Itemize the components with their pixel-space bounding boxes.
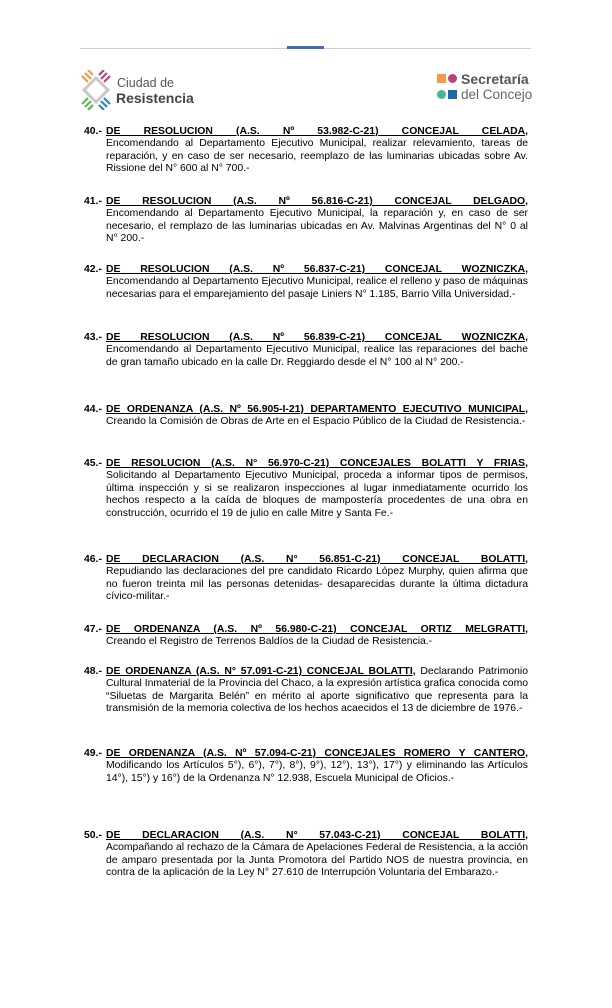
agenda-item: [84, 404, 528, 429]
item-number: 49.-: [84, 748, 102, 759]
logo-text-secretaria: Secretaría: [461, 71, 529, 87]
header-accent-bar: [287, 46, 324, 49]
item-heading: DE ORDENANZA (A.S. Nº 56.905-I-21) DEPARTAMENTO EJECUTIVO MUNICIPAL,: [106, 404, 528, 415]
item-text: Encomendando al Departamento Ejecutivo Municipal, realice el relleno y paso de máquinas necesarias para el emparejamiento del pasaje Liniers N° 1.185, Barrio Villa Universidad.-: [106, 276, 528, 300]
agenda-item: [84, 666, 528, 716]
agenda-item: [84, 830, 528, 880]
item-text: Acompañando al rechazo de la Cámara de Apelaciones Federal de Resistencia, a la acción de amparo presentada por la Junta Promotora del Partido NOS de nuestra provincia, en contra de la aplicación de la Ley N° 27.610 de Interrupción Voluntaria del Embarazo.-: [106, 842, 528, 879]
item-number: 46.-: [84, 554, 102, 565]
secretaria-del-concejo-logo: [437, 71, 537, 107]
item-heading: DE RESOLUCION (A.S. N° 56.970-C-21) CONCEJALES BOLATTI Y FRIAS,: [106, 458, 528, 469]
item-text: Repudiando las declaraciones del pre candidato Ricardo López Murphy, quien afirma que no fueron treinta mil las personas detenidas- desaparecidas durante la última dictadura cívico-militar.-: [106, 566, 528, 603]
item-heading: DE ORDENANZA (A.S. Nº 57.094-C-21) CONCEJALES ROMERO Y CANTERO,: [106, 748, 528, 759]
item-text: Encomendando al Departamento Ejecutivo Municipal, la reparación y, en caso de ser necesario, el remplazo de las luminarias ubicadas en Av. Malvinas Argentinas del N° 0 al N° 200.-: [106, 208, 528, 245]
item-heading: DE ORDENANZA (A.S. N° 57.091-C-21) CONCEJAL BOLATTI,: [106, 666, 416, 677]
agenda-item: [84, 624, 528, 649]
item-heading: DE RESOLUCION (A.S. Nº 56.839-C-21) CONCEJAL WOZNICZKA,: [106, 332, 528, 343]
green-circle-icon: [437, 90, 446, 99]
agenda-item: [84, 748, 528, 785]
item-text: Encomendando al Departamento Ejecutivo Municipal, realizar relevamiento, tareas de reparación, y en caso de ser necesario, reemplazo de las luminarias ubicadas sobre Av. Rissione del N° 600 al N° 700.-: [106, 138, 528, 175]
item-text: Solicitando al Departamento Ejecutivo Municipal, proceda a informar tipos de permisos, última inspección y si se realizaron inspecciones al lugar inmediatamente ocurrido los hechos respecto a la caída de bloques de mampostería procedentes de una obra en construcción, ocurrido el 19 de julio en calle Mitre y Santa Fe.-: [106, 470, 528, 519]
magenta-circle-icon: [448, 74, 457, 83]
logo-text-resistencia: Resistencia: [116, 90, 194, 106]
agenda-item: [84, 264, 528, 301]
item-number: 42.-: [84, 264, 102, 275]
orange-square-icon: [437, 74, 446, 83]
agenda-item: [84, 332, 528, 369]
ciudad-de-resistencia-logo: [80, 70, 194, 112]
ciudad-logo-icon: [80, 70, 112, 110]
item-number: 47.-: [84, 624, 102, 635]
agenda-item: [84, 126, 528, 176]
item-heading: DE RESOLUCION (A.S. Nº 56.837-C-21) CONCEJAL WOZNICZKA,: [106, 264, 528, 275]
item-heading: DE DECLARACION (A.S. N° 57.043-C-21) CONCEJAL BOLATTI,: [106, 830, 528, 841]
logo-text-del-concejo: del Concejo: [461, 87, 533, 102]
agenda-item: [84, 196, 528, 246]
agenda-item: [84, 458, 528, 520]
item-number: 40.-: [84, 126, 102, 137]
item-text: Encomendando al Departamento Ejecutivo Municipal, realice las reparaciones del bache de gran tamaño ubicado en la calle Dr. Reggiardo desde el N° 100 al N° 200.-: [106, 344, 528, 368]
item-heading: DE RESOLUCION (A.S. Nº 56.816-C-21) CONCEJAL DELGADO,: [106, 196, 528, 207]
logo-text-ciudad-de: Ciudad de: [117, 76, 174, 90]
item-text: Modificando los Artículos 5°), 6°), 7°), 8°), 9°), 12°), 13°), 17°) y eliminando las Artículos 14°), 15°) y 16°) de la Ordenanza N° 12.938, Escuela Municipal de Oficios.-: [106, 760, 528, 784]
item-number: 44.-: [84, 404, 102, 415]
item-number: 45.-: [84, 458, 102, 469]
agenda-item: [84, 554, 528, 604]
item-number: 48.-: [84, 666, 102, 677]
item-heading: DE RESOLUCION (A.S. Nº 53.982-C-21) CONCEJAL CELADA,: [106, 126, 528, 137]
item-heading: DE ORDENANZA (A.S. Nº 56.980-C-21) CONCEJAL ORTIZ MELGRATTI,: [106, 624, 528, 635]
item-text: Creando la Comisión de Obras de Arte en el Espacio Público de la Ciudad de Resistencia.-: [106, 416, 526, 428]
item-number: 43.-: [84, 332, 102, 343]
item-number: 41.-: [84, 196, 102, 207]
item-text: Creando el Registro de Terrenos Baldíos de la Ciudad de Resistencia.-: [106, 636, 433, 648]
item-heading: DE DECLARACION (A.S. N° 56.851-C-21) CONCEJAL BOLATTI,: [106, 554, 528, 565]
item-number: 50.-: [84, 830, 102, 841]
blue-square-icon: [448, 90, 457, 99]
item-text: Declarando Patrimonio Cultural Inmaterial de la Provincia del Chaco, a la expresión artística grafica conocida como “Siluetas de Margarita Belén” en mérito al aporte significativo que representa para la transmisión de la memoria colectiva de los hechos acaecidos el 13 de diciembre de 1976.-: [106, 666, 528, 715]
